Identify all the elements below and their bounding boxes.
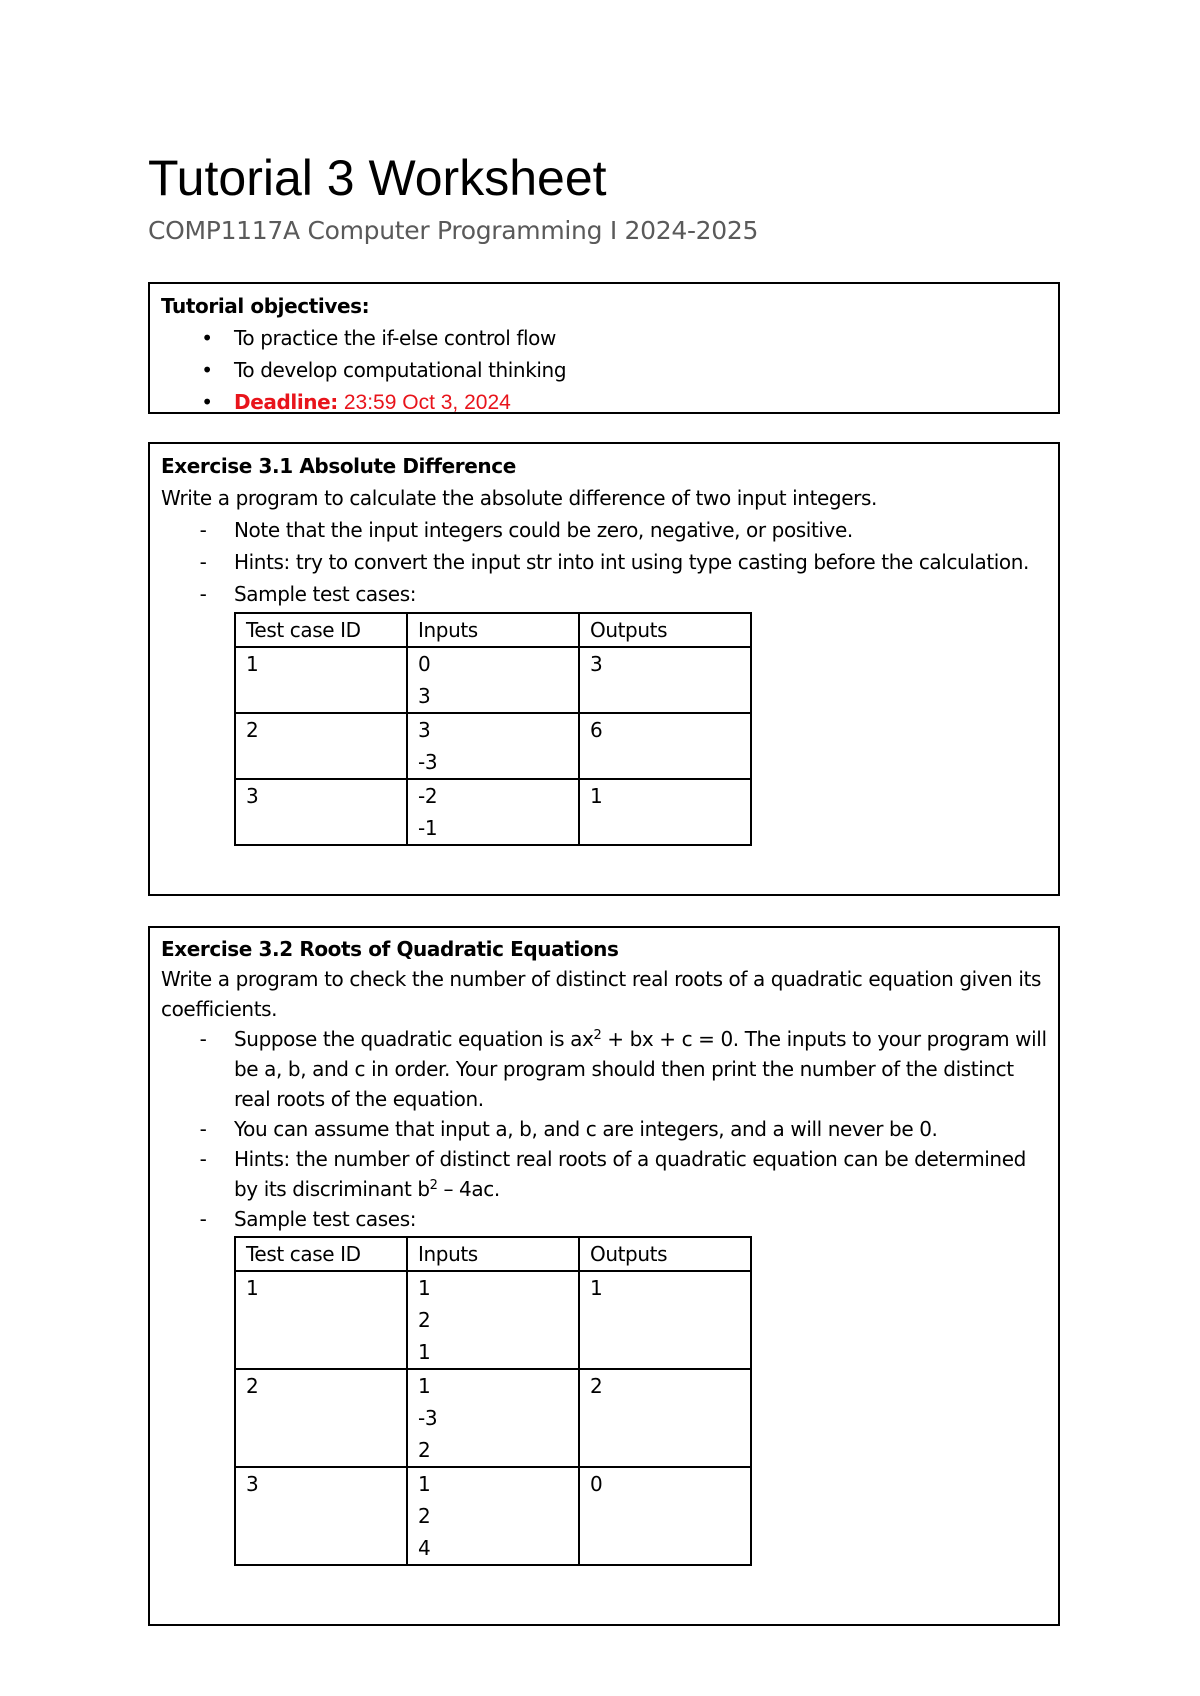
deadline-value: 23:59 Oct 3, 2024: [343, 391, 511, 414]
input-value: -3: [418, 750, 438, 774]
table-row: [235, 713, 751, 779]
input-value: 1: [418, 1472, 431, 1496]
deadline-item: [197, 386, 1048, 419]
dash-marker: -: [199, 550, 207, 574]
column-header: Inputs: [407, 613, 579, 647]
table-row: [235, 1369, 751, 1467]
note-text: [234, 1027, 1047, 1111]
exercise-notes: [161, 514, 1048, 610]
dash-marker: -: [199, 1027, 207, 1051]
note-item: [197, 546, 1048, 578]
test-case-output: 3: [579, 647, 751, 713]
column-header: Inputs: [407, 1237, 579, 1271]
note-text-part: – 4ac.: [437, 1177, 500, 1201]
exercise-heading: Exercise 3.1 Absolute Difference: [161, 454, 516, 478]
test-case-table: [234, 612, 752, 846]
column-header: Outputs: [579, 613, 751, 647]
objective-text: To practice the if-else control flow: [234, 326, 556, 350]
input-value: 1: [418, 1276, 431, 1300]
table-row: [235, 1271, 751, 1369]
test-case-output: 0: [579, 1467, 751, 1565]
test-case-inputs: [407, 713, 579, 779]
dash-marker: -: [199, 582, 207, 606]
input-value: 3: [418, 718, 431, 742]
note-text: [234, 1147, 1026, 1201]
table-row: [235, 1467, 751, 1565]
test-case-output: 1: [579, 1271, 751, 1369]
input-value: 0: [418, 652, 431, 676]
exercise-description: Write a program to calculate the absolute difference of two input integers.: [161, 486, 877, 510]
column-header: Outputs: [579, 1237, 751, 1271]
test-case-id: 1: [235, 1271, 407, 1369]
input-value: 2: [418, 1504, 431, 1528]
test-case-inputs: [407, 1467, 579, 1565]
column-header: Test case ID: [235, 613, 407, 647]
deadline-label: Deadline:: [234, 390, 338, 414]
objective-item: [197, 322, 1048, 354]
input-value: -1: [418, 816, 438, 840]
table-header-row: [235, 1237, 751, 1271]
note-item: [197, 1204, 1048, 1234]
course-subtitle: COMP1117A Computer Programming I 2024-2025: [148, 216, 759, 245]
column-header: Test case ID: [235, 1237, 407, 1271]
objectives-box: [148, 282, 1060, 414]
test-case-output: 2: [579, 1369, 751, 1467]
dash-marker: -: [199, 1147, 207, 1171]
page-title: Tutorial 3 Worksheet: [148, 150, 607, 206]
bullet-icon: •: [201, 326, 213, 350]
input-value: 3: [418, 684, 431, 708]
note-text-part: Suppose the quadratic equation is ax: [234, 1027, 594, 1051]
exercise-3-2-box: [148, 926, 1060, 1626]
input-value: 2: [418, 1438, 431, 1462]
input-value: 1: [418, 1340, 431, 1364]
note-item: [197, 578, 1048, 610]
superscript: 2: [593, 1028, 602, 1043]
test-case-output: 1: [579, 779, 751, 845]
exercise-notes: [161, 1024, 1048, 1234]
dash-marker: -: [199, 1117, 207, 1141]
test-case-inputs: [407, 1369, 579, 1467]
note-text-part: + bx + c = 0. The inputs to your program will be a, b, and c in order. Your program should then print the number of the distinct real roots of the equation.: [234, 1027, 1047, 1111]
note-text: Note that the input integers could be zero, negative, or positive.: [234, 518, 853, 542]
bullet-icon: •: [201, 358, 213, 382]
dash-marker: -: [199, 518, 207, 542]
note-text: Sample test cases:: [234, 1207, 417, 1231]
exercise-heading: Exercise 3.2 Roots of Quadratic Equations: [161, 937, 619, 961]
note-text: Sample test cases:: [234, 582, 417, 606]
input-value: -2: [418, 784, 438, 808]
objective-text: To develop computational thinking: [234, 358, 567, 382]
superscript: 2: [429, 1178, 438, 1193]
exercise-description: Write a program to check the number of distinct real roots of a quadratic equation given its coefficients.: [161, 967, 1041, 1021]
test-case-inputs: [407, 647, 579, 713]
note-item: [197, 514, 1048, 546]
test-case-table: [234, 1236, 752, 1566]
table-row: [235, 779, 751, 845]
test-case-id: 2: [235, 713, 407, 779]
input-value: -3: [418, 1406, 438, 1430]
note-text: Hints: try to convert the input str into int using type casting before the calculation.: [234, 550, 1029, 574]
dash-marker: -: [199, 1207, 207, 1231]
test-case-id: 1: [235, 647, 407, 713]
input-value: 4: [418, 1536, 431, 1560]
test-case-id: 3: [235, 779, 407, 845]
note-text-part: Hints: the number of distinct real roots of a quadratic equation can be determined by its discriminant b: [234, 1147, 1026, 1201]
objective-item: [197, 354, 1048, 386]
objectives-heading: Tutorial objectives:: [161, 294, 370, 318]
bullet-icon: •: [201, 390, 213, 414]
test-case-inputs: [407, 779, 579, 845]
test-case-id: 2: [235, 1369, 407, 1467]
test-case-id: 3: [235, 1467, 407, 1565]
input-value: 2: [418, 1308, 431, 1332]
table-row: [235, 647, 751, 713]
input-value: 1: [418, 1374, 431, 1398]
test-case-output: 6: [579, 713, 751, 779]
objectives-list: [161, 322, 1048, 419]
note-item: [197, 1024, 1048, 1114]
note-item: [197, 1114, 1048, 1144]
note-text: You can assume that input a, b, and c are integers, and a will never be 0.: [234, 1117, 938, 1141]
test-case-inputs: [407, 1271, 579, 1369]
table-header-row: [235, 613, 751, 647]
exercise-3-1-box: [148, 442, 1060, 896]
note-item: [197, 1144, 1048, 1204]
